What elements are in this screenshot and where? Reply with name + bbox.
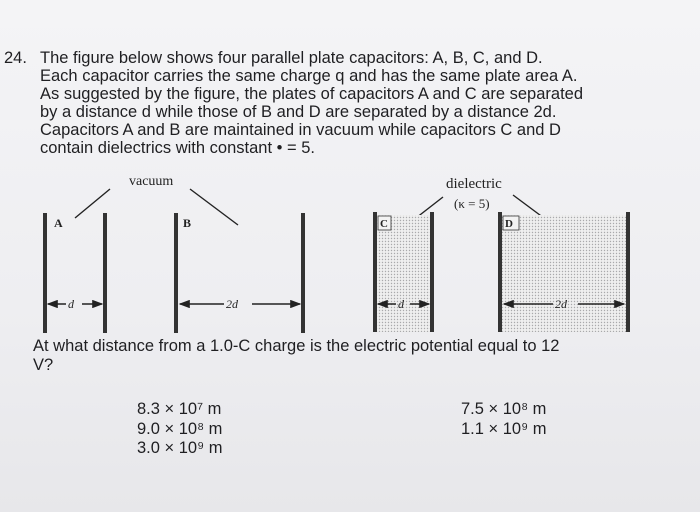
question-text — [33, 337, 673, 375]
capacitor-c — [373, 212, 434, 332]
capacitor-b — [174, 213, 305, 333]
question-line: At what distance from a 1.0-C charge is the electric potential equal to 12 — [33, 337, 560, 355]
capacitor-b-label: B — [183, 216, 192, 230]
capacitor-c-label: C — [380, 218, 388, 230]
problem-line: Capacitors A and B are maintained in vacuum while capacitors C and D — [40, 121, 561, 140]
answer-option[interactable]: 7.5 × 10⁸ m — [461, 400, 547, 418]
capacitor-a-label: A — [54, 216, 63, 230]
problem-line: by a distance d while those of B and D are separated by a distance 2d. — [40, 103, 557, 122]
vacuum-label: vacuum — [129, 174, 174, 189]
problem-line: Each capacitor carries the same charge q and has the same plate area A. — [40, 67, 578, 86]
question-number: 24. — [4, 49, 27, 67]
vacuum-pointer-b — [190, 189, 238, 225]
capacitor-d-label: D — [505, 218, 513, 230]
capacitor-a-separation: d — [68, 297, 74, 311]
capacitor-c-separation: d — [398, 297, 404, 311]
capacitor-d-separation: 2d — [555, 297, 567, 311]
kappa-label: (κ = 5) — [454, 196, 490, 211]
answer-option[interactable]: 8.3 × 10⁷ m — [137, 400, 222, 418]
answer-options-right — [461, 400, 547, 439]
answer-option[interactable]: 1.1 × 10⁹ m — [461, 419, 547, 438]
problem-line: contain dielectrics with constant • = 5. — [40, 139, 315, 158]
answer-option[interactable]: 3.0 × 10⁹ m — [137, 439, 223, 457]
answer-option[interactable]: 9.0 × 10⁸ m — [137, 419, 223, 438]
capacitor-d — [498, 212, 630, 332]
answer-options-left — [137, 400, 223, 459]
problem-line: The figure below shows four parallel plate capacitors: A, B, C, and D. — [40, 49, 543, 67]
capacitor-b-separation: 2d — [226, 297, 238, 311]
dielectric-label: dielectric — [446, 176, 502, 192]
question-line: V? — [33, 356, 54, 374]
capacitor-a — [43, 213, 107, 333]
problem-line: As suggested by the figure, the plates of capacitors A and C are separated — [40, 85, 584, 104]
